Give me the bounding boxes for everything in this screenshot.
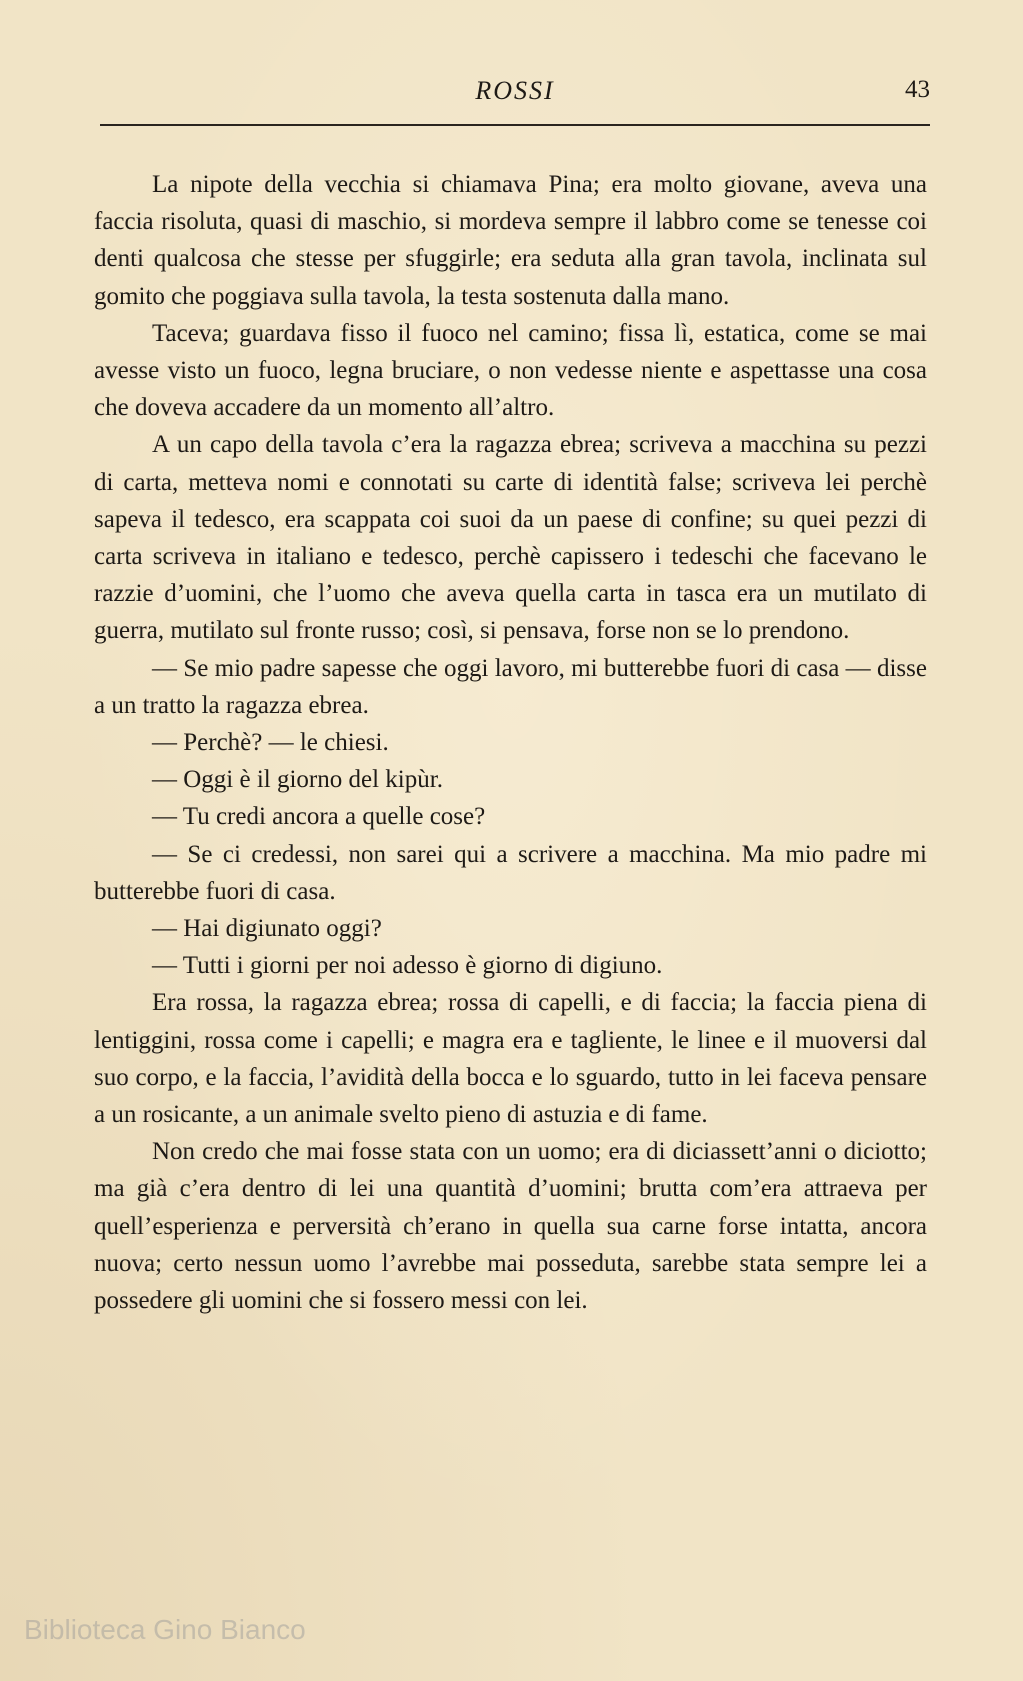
dialogue-line: — Tutti i giorni per noi adesso è giorno di digiuno. [152, 952, 663, 980]
paragraph: Non credo che mai fosse stata con un uomo; era di diciassett’anni o diciotto; ma già c’era dentro di lei una quantità d’uomini; brutta com’era attraeva per quell’esperienza e perversità ch’erano in quella sua carne forse intatta, ancora nuova; certo nessun uomo l’avrebbe mai posseduta, sarebbe stata sempre lei a possedere gli uomini che si fossero messi con lei. [94, 1138, 927, 1315]
page-number: 43 [905, 76, 930, 103]
body-text [94, 166, 927, 1319]
library-watermark: Biblioteca Gino Bianco [24, 1614, 306, 1645]
paragraph: A un capo della tavola c’era la ragazza ebrea; scriveva a macchina su pezzi di carta, metteva nomi e connotati su carte di identità false; scriveva lei perchè sapeva il tedesco, era scappata coi suoi da un paese di confine; su quei pezzi di carta scriveva in italiano e tedesco, perchè capissero i tedeschi che facevano le razzie d’uomini, che l’uomo che aveva quella carta in tasca era un mutilato di guerra, mutilato sul fronte russo; così, si pensava, forse non se lo prendono. [94, 431, 927, 645]
dialogue-line: — Se mio padre sapesse che oggi lavoro, mi butterebbe fuori di casa — disse a un tratto la ragazza ebrea. [94, 654, 927, 719]
dialogue-line: — Tu credi ancora a quelle cose? [152, 803, 486, 831]
header-rule [100, 124, 930, 126]
running-head [100, 76, 930, 116]
dialogue-line: — Perchè? — le chiesi. [152, 729, 389, 757]
paragraph: La nipote della vecchia si chiamava Pina; era molto giovane, aveva una faccia risoluta, quasi di maschio, si mordeva sempre il labbro come se tenesse coi denti qualcosa che stesse per sfuggirle; era seduta alla gran tavola, inclinata sul gomito che poggiava sulla tavola, la testa sostenuta dalla mano. [94, 171, 927, 310]
paragraph: Era rossa, la ragazza ebrea; rossa di capelli, e di faccia; la faccia piena di lentiggini, rossa come i capelli; e magra era e tagliente, le linee e il muoversi dal suo corpo, e la faccia, l’avidità della bocca e lo sguardo, tutto in lei faceva pensare a un rosicante, a un animale svelto pieno di astuzia e di fame. [94, 989, 927, 1129]
dialogue-line: — Se ci credessi, non sarei qui a scrivere a macchina. Ma mio padre mi butterebbe fuori di casa. [94, 840, 927, 905]
dialogue-line: — Hai digiunato oggi? [152, 915, 382, 943]
paragraph: Taceva; guardava fisso il fuoco nel camino; fissa lì, estatica, come se mai avesse visto un fuoco, legna bruciare, o non vedesse niente e aspettasse una cosa che doveva accadere da un momento all’altro. [94, 319, 927, 422]
dialogue-line: — Oggi è il giorno del kipùr. [152, 766, 443, 794]
running-title: ROSSI [475, 76, 555, 105]
